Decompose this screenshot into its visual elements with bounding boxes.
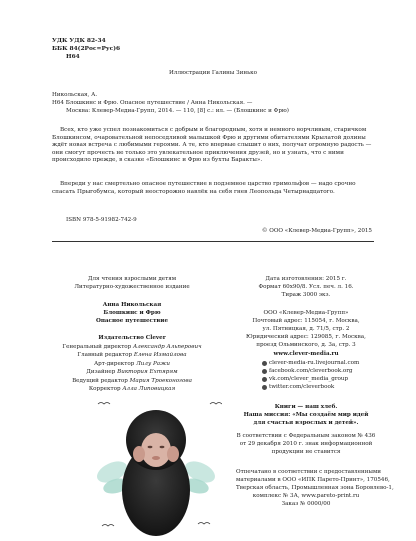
staff-name: Александр Альперович <box>133 344 202 350</box>
staff-name: Лилу Ражи <box>136 361 171 367</box>
vk-icon <box>262 377 267 382</box>
bbk-code: ББК 84(2Рос=Рус)6 <box>52 45 121 52</box>
staff-row <box>52 386 212 393</box>
author-mark: Н64 <box>66 53 80 60</box>
staff-role: Корректор <box>88 386 121 392</box>
audience-label: Для чтения взрослыми детям <box>87 276 177 282</box>
manufacture-date: Дата изготовления: 2015 г. <box>265 276 347 282</box>
annotation-paragraph-2: Впереди у нас смертельно опасное путешествие в подземное царство гримольфов — надо срочно спасать Прыгобумса, который неосторожно навлёк на себя гнев Леопольда Четырнадцатого. <box>52 181 356 195</box>
staff-role: Ведущий редактор <box>72 378 128 384</box>
order-number: Заказ № 0000/00 <box>281 501 331 507</box>
staff-row <box>52 369 212 376</box>
law-line-2: от 29 декабря 2010 г. знак информационной <box>239 441 373 447</box>
annotation-paragraph-1: Всех, кто уже успел познакомиться с добрым и благородным, хотя и немного ворчливым, старичком Блошкинсом, очаровательной непоседливой малышкой Фрю и другими обитателями Крылатой долины ждёт новая встреча с любимыми героями. А те, кто впервые слышит о них, получат огромную радость — они смогут прочесть не только это увлекательное приключения друзей, но и узнать, что с ними происходило прежде, в сказке «Блошкинс и Фрю из бухты Баракты». <box>52 127 372 164</box>
catalog-line-1: Н64 Блошкинс и Фрю. Опасное путешествие / Анна Никольская. — <box>52 100 253 106</box>
social-link-livejournal[interactable] <box>262 360 359 367</box>
staff-row <box>52 361 212 368</box>
creature-mouth <box>152 456 160 460</box>
book-title: Блошкинс и Фрю <box>103 310 161 316</box>
copyright-line: © ООО «Клевер-Медиа-Групп», 2015 <box>261 228 372 234</box>
format-line: Формат 60х90/8. Усл. печ. л. 16. <box>258 284 354 290</box>
legal-address: Юридический адрес: 129085, г. Москва, <box>246 334 366 340</box>
livejournal-icon <box>262 361 267 366</box>
social-link-facebook[interactable] <box>262 368 353 375</box>
staff-name: Алла Липовицкая <box>122 386 176 392</box>
postal-address-2: ул. Пятницкая, д. 71/5, стр. 2 <box>262 326 350 332</box>
social-link-twitter[interactable] <box>262 384 334 391</box>
social-link-label: vk.com/clever_media_group <box>269 376 349 382</box>
staff-role: Дизайнер <box>86 369 116 375</box>
genre-label: Литературно-художественное издание <box>74 284 190 290</box>
creature-face <box>141 433 171 467</box>
staff-name: Мария Троеконогова <box>129 378 192 384</box>
illustrations-credit: Иллюстрации Галины Зинько <box>169 70 257 76</box>
social-link-label: twitter.com/cleverbook <box>269 384 335 390</box>
printing-line-3: Тверская область, Промышленная зона Боровлево-1, <box>236 485 394 491</box>
isbn: ISBN 978-5-91982-742-9 <box>66 217 137 223</box>
staff-name: Елена Измайлова <box>133 352 187 358</box>
twitter-icon <box>262 385 267 390</box>
book-subtitle: Опасное путешествие <box>95 318 169 324</box>
bird-icon <box>102 525 114 527</box>
mission-line-3: для счастья взрослых и детей». <box>253 420 359 426</box>
social-link-vk[interactable] <box>262 376 348 383</box>
bird-icon <box>198 523 210 525</box>
staff-role: Главный редактор <box>77 352 133 358</box>
bird-icon <box>98 403 110 405</box>
social-link-label: clever-media-ru.livejournal.com <box>269 360 360 366</box>
divider <box>52 241 374 242</box>
postal-address: Почтовый адрес: 115054, г. Москва, <box>252 318 360 324</box>
left-paw <box>133 446 145 462</box>
bird-icon <box>210 403 222 405</box>
law-line-1: В соответствии с Федеральным законом № 436 <box>236 433 376 439</box>
creature-illustration <box>92 398 222 538</box>
law-line-3: продукции не ставится <box>271 449 341 455</box>
udk-code: УДК УДК 82-34 <box>52 37 106 44</box>
social-link-label: facebook.com/cleverbook.org <box>269 368 353 374</box>
right-paw <box>167 446 179 462</box>
catalog-author: Никольская, А. <box>52 92 98 98</box>
staff-name: Виктория Ехтярям <box>117 369 178 375</box>
staff-role: Генеральный директор <box>62 344 132 350</box>
website-link[interactable]: www.clever-media.ru <box>273 351 339 357</box>
catalog-line-2: Москва: Клевер-Медиа-Групп, 2014. — 110, [8] с.: ил. — (Блошкинс и Фрю) <box>66 108 289 114</box>
book-author: Анна Никольская <box>102 302 162 308</box>
staff-role: Арт-директор <box>93 361 135 367</box>
printing-line-2: материалами в ООО «ИПК Парето-Принт», 170546, <box>236 477 390 483</box>
company-name: ООО «Клевер-Медиа-Групп» <box>263 310 349 316</box>
mission-line-1: Книги — наш хлеб. <box>274 404 338 410</box>
staff-row <box>52 378 212 385</box>
facebook-icon <box>262 369 267 374</box>
legal-address-2: проезд Ольминского, д. 3а, стр. 3 <box>256 342 356 348</box>
publisher-name: Издательство Clever <box>98 335 166 341</box>
printing-line-1: Отпечатано в соответствии с предоставленными <box>236 469 382 475</box>
staff-row <box>52 352 212 359</box>
printing-line-4: комплекс № 3А, www.pareto-print.ru <box>252 493 360 499</box>
right-eye <box>160 446 165 448</box>
print-run: Тираж 3000 экз. <box>281 292 331 298</box>
mission-line-2: Наша миссия: «Мы создаём мир идей <box>243 412 369 418</box>
left-eye <box>148 446 153 448</box>
staff-row <box>52 344 212 351</box>
